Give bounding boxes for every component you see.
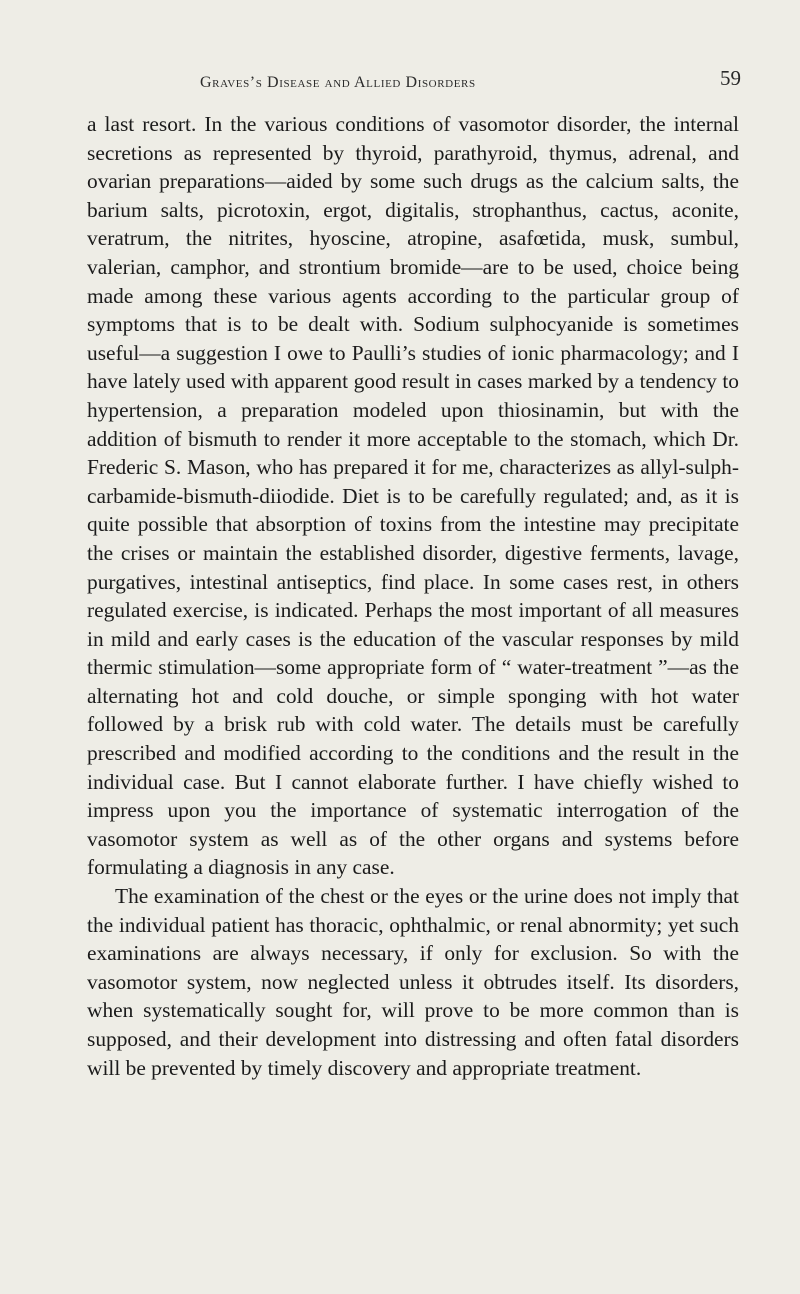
- paragraph-2: The examination of the chest or the eyes or the urine does not imply that the individual patient has thoracic, ophthalmic, or renal abnormity; yet such examinations are always necessary, if only for exclusion. So with the vasomotor system, now neglected unless it obtrudes itself. Its disorders, when systematically sought for, will prove to be more common than is supposed, and their development into distressing and often fatal disorders will be prevented by timely discovery and appropriate treatment.: [87, 884, 739, 1080]
- page-number: 59: [720, 66, 741, 90]
- running-head: Graves’s Disease and Allied Disorders: [200, 74, 476, 91]
- paragraph-1: a last resort. In the various conditions of vasomotor disorder, the internal secretions as represented by thyroid, parathyroid, thymus, adrenal, and ovarian preparations—aided by some such drugs as the calcium salts, the barium salts, picrotoxin, ergot, digitalis, strophanthus, cactus, aconite, veratrum, the nitrites, hyoscine, atropine, asafœtida, musk, sumbul, valerian, camphor, and strontium bromide—are to be used, choice being made among these various agents according to the particular group of symptoms that is to be dealt with. Sodium sulphocyanide is sometimes useful—a suggestion I owe to Paulli’s studies of ionic pharmacology; and I have lately used with apparent good result in cases marked by a tendency to hypertension, a preparation modeled upon thiosinamin, but with the addition of bismuth to render it more acceptable to the stomach, which Dr. Frederic S. Mason, who has prepared it for me, characterizes as allyl-sulph-carbamide-bismuth-diiodide. Diet is to be carefully regulated; and, as it is quite possible that absorption of toxins from the intestine may precipitate the crises or maintain the established disorder, digestive ferments, lavage, purgatives, intestinal antiseptics, find place. In some cases rest, in others regulated exercise, is indicated. Perhaps the most important of all measures in mild and early cases is the education of the vascular responses by mild thermic stimulation—some appropriate form of “ water-treatment ”—as the alternating hot and cold douche, or simple sponging with hot water followed by a brisk rub with cold water. The details must be carefully prescribed and modified according to the conditions and the result in the individual case. But I cannot elaborate further. I have chiefly wished to impress upon you the importance of systematic interrogation of the vasomotor system as well as of the other organs and systems before formulating a diagnosis in any case.: [87, 112, 739, 880]
- body-text: [87, 110, 739, 1082]
